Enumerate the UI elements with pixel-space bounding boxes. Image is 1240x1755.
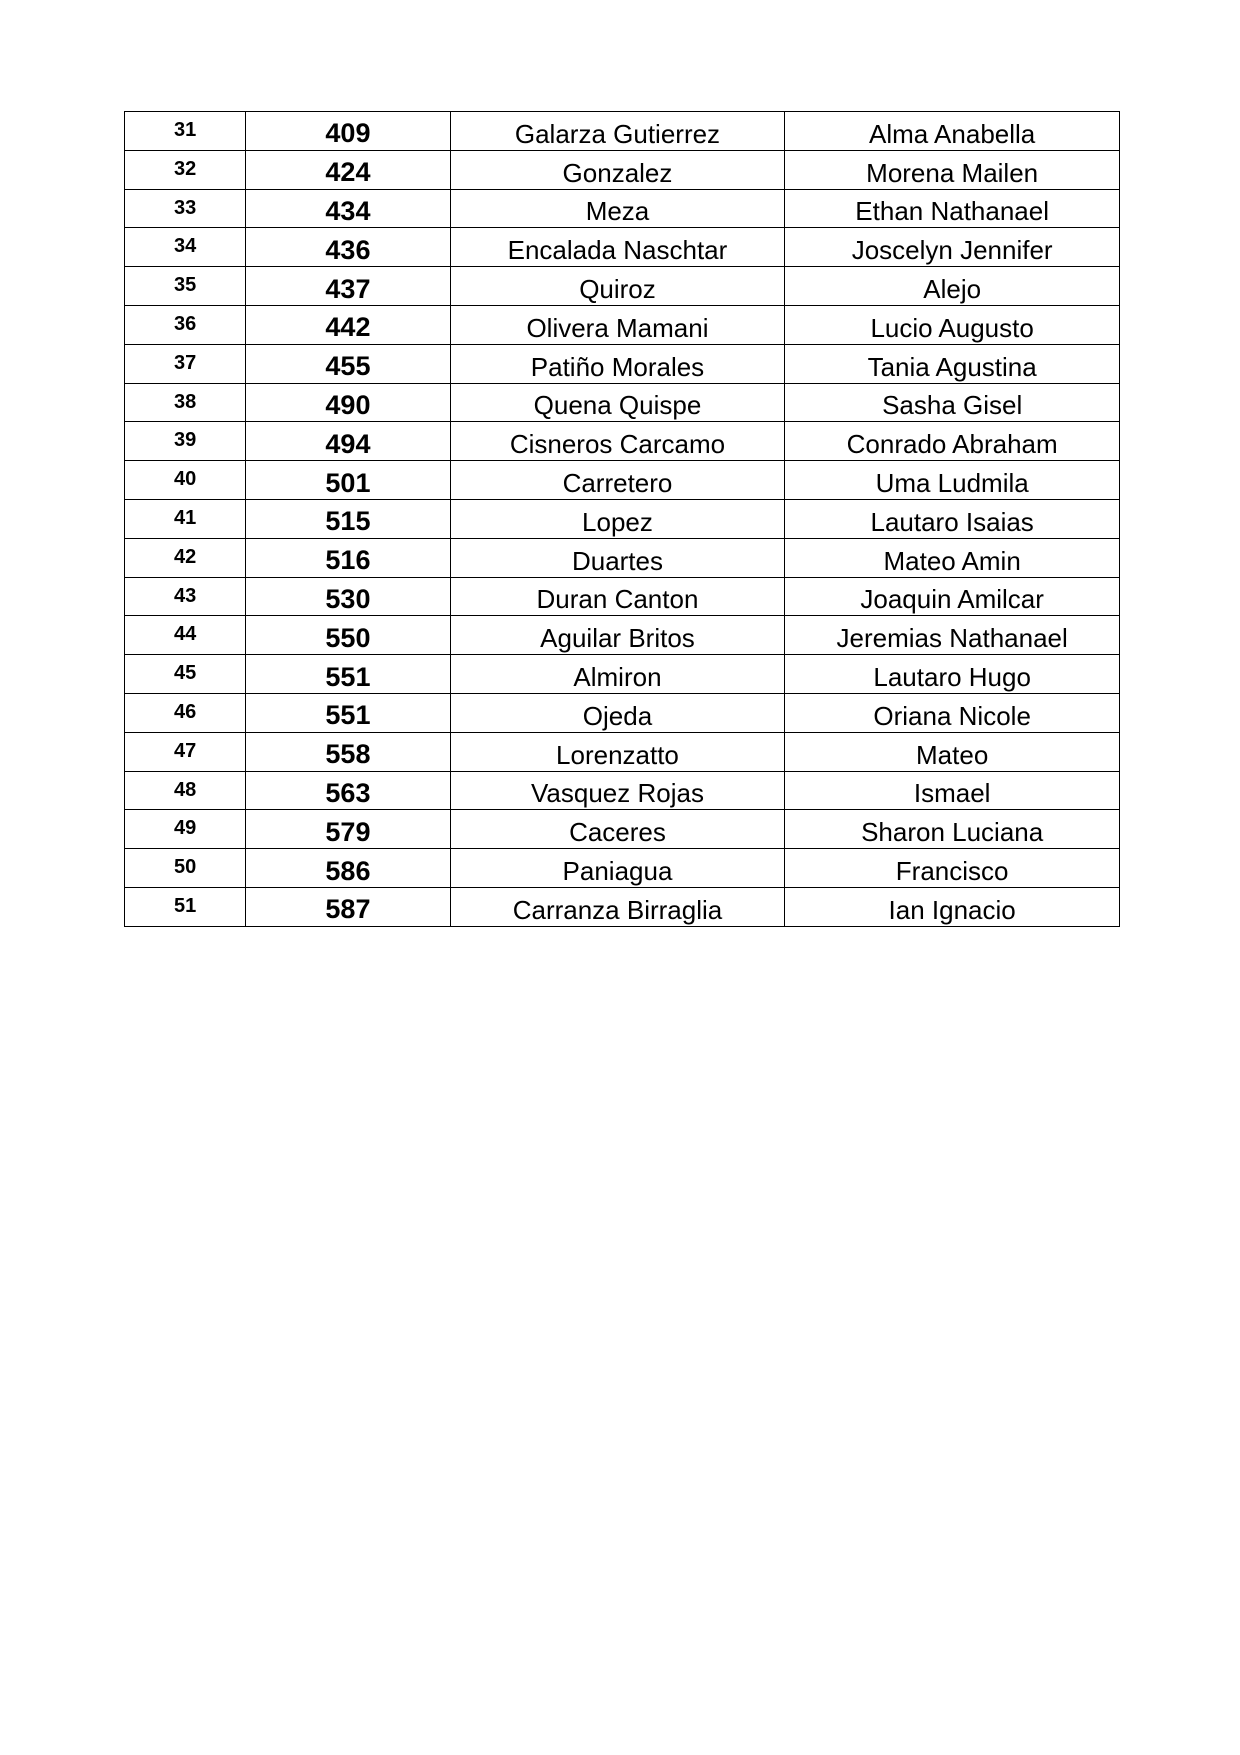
row-number: 38 [125,383,246,422]
student-code: 530 [246,577,450,616]
student-code: 551 [246,655,450,694]
table-row [125,849,1120,888]
row-number: 33 [125,189,246,228]
student-name: Lucio Augusto [785,305,1120,344]
row-number: 39 [125,422,246,461]
student-surname: Almiron [450,655,785,694]
student-code: 587 [246,887,450,926]
table-row [125,887,1120,926]
student-surname: Duran Canton [450,577,785,616]
row-number: 50 [125,849,246,888]
row-number: 35 [125,267,246,306]
student-code: 436 [246,228,450,267]
row-number: 40 [125,461,246,500]
table-row [125,499,1120,538]
student-name: Lautaro Hugo [785,655,1120,694]
student-code: 442 [246,305,450,344]
row-number: 51 [125,887,246,926]
row-number: 47 [125,732,246,771]
row-number: 34 [125,228,246,267]
student-surname: Encalada Naschtar [450,228,785,267]
student-name: Conrado Abraham [785,422,1120,461]
student-name: Ismael [785,771,1120,810]
student-surname: Meza [450,189,785,228]
student-surname: Quena Quispe [450,383,785,422]
table-row [125,422,1120,461]
row-number: 45 [125,655,246,694]
student-name: Morena Mailen [785,150,1120,189]
student-surname: Aguilar Britos [450,616,785,655]
row-number: 46 [125,693,246,732]
student-code: 490 [246,383,450,422]
student-surname: Patiño Morales [450,344,785,383]
student-name: Sasha Gisel [785,383,1120,422]
student-code: 579 [246,810,450,849]
table-row [125,228,1120,267]
student-code: 586 [246,849,450,888]
table-row [125,305,1120,344]
student-code: 424 [246,150,450,189]
student-code: 550 [246,616,450,655]
student-code: 434 [246,189,450,228]
table-row [125,538,1120,577]
student-name: Uma Ludmila [785,461,1120,500]
table-row [125,577,1120,616]
student-surname: Cisneros Carcamo [450,422,785,461]
student-surname: Carretero [450,461,785,500]
student-name: Oriana Nicole [785,693,1120,732]
student-list-body [125,112,1120,927]
row-number: 37 [125,344,246,383]
student-surname: Caceres [450,810,785,849]
student-name: Joscelyn Jennifer [785,228,1120,267]
student-name: Mateo [785,732,1120,771]
student-surname: Vasquez Rojas [450,771,785,810]
student-surname: Galarza Gutierrez [450,112,785,151]
row-number: 49 [125,810,246,849]
student-name: Sharon Luciana [785,810,1120,849]
student-surname: Paniagua [450,849,785,888]
student-code: 437 [246,267,450,306]
table-row [125,655,1120,694]
row-number: 32 [125,150,246,189]
table-row [125,189,1120,228]
student-code: 515 [246,499,450,538]
student-name: Jeremias Nathanael [785,616,1120,655]
table-row [125,693,1120,732]
row-number: 42 [125,538,246,577]
table-row [125,112,1120,151]
table-row [125,810,1120,849]
student-code: 409 [246,112,450,151]
row-number: 31 [125,112,246,151]
table-row [125,461,1120,500]
row-number: 36 [125,305,246,344]
row-number: 41 [125,499,246,538]
student-surname: Quiroz [450,267,785,306]
row-number: 44 [125,616,246,655]
student-code: 551 [246,693,450,732]
student-surname: Olivera Mamani [450,305,785,344]
student-code: 494 [246,422,450,461]
student-code: 516 [246,538,450,577]
student-surname: Carranza Birraglia [450,887,785,926]
student-list-table [124,111,1120,927]
student-code: 558 [246,732,450,771]
student-name: Francisco [785,849,1120,888]
table-row [125,771,1120,810]
student-surname: Ojeda [450,693,785,732]
table-row [125,616,1120,655]
student-surname: Lopez [450,499,785,538]
student-code: 563 [246,771,450,810]
student-name: Lautaro Isaias [785,499,1120,538]
row-number: 48 [125,771,246,810]
student-name: Mateo Amin [785,538,1120,577]
student-code: 455 [246,344,450,383]
student-name: Ethan Nathanael [785,189,1120,228]
row-number: 43 [125,577,246,616]
student-name: Tania Agustina [785,344,1120,383]
table-row [125,344,1120,383]
student-code: 501 [246,461,450,500]
student-name: Alejo [785,267,1120,306]
table-row [125,732,1120,771]
table-row [125,267,1120,306]
student-name: Joaquin Amilcar [785,577,1120,616]
table-row [125,383,1120,422]
student-name: Ian Ignacio [785,887,1120,926]
table-row [125,150,1120,189]
student-surname: Gonzalez [450,150,785,189]
student-surname: Duartes [450,538,785,577]
student-name: Alma Anabella [785,112,1120,151]
student-surname: Lorenzatto [450,732,785,771]
